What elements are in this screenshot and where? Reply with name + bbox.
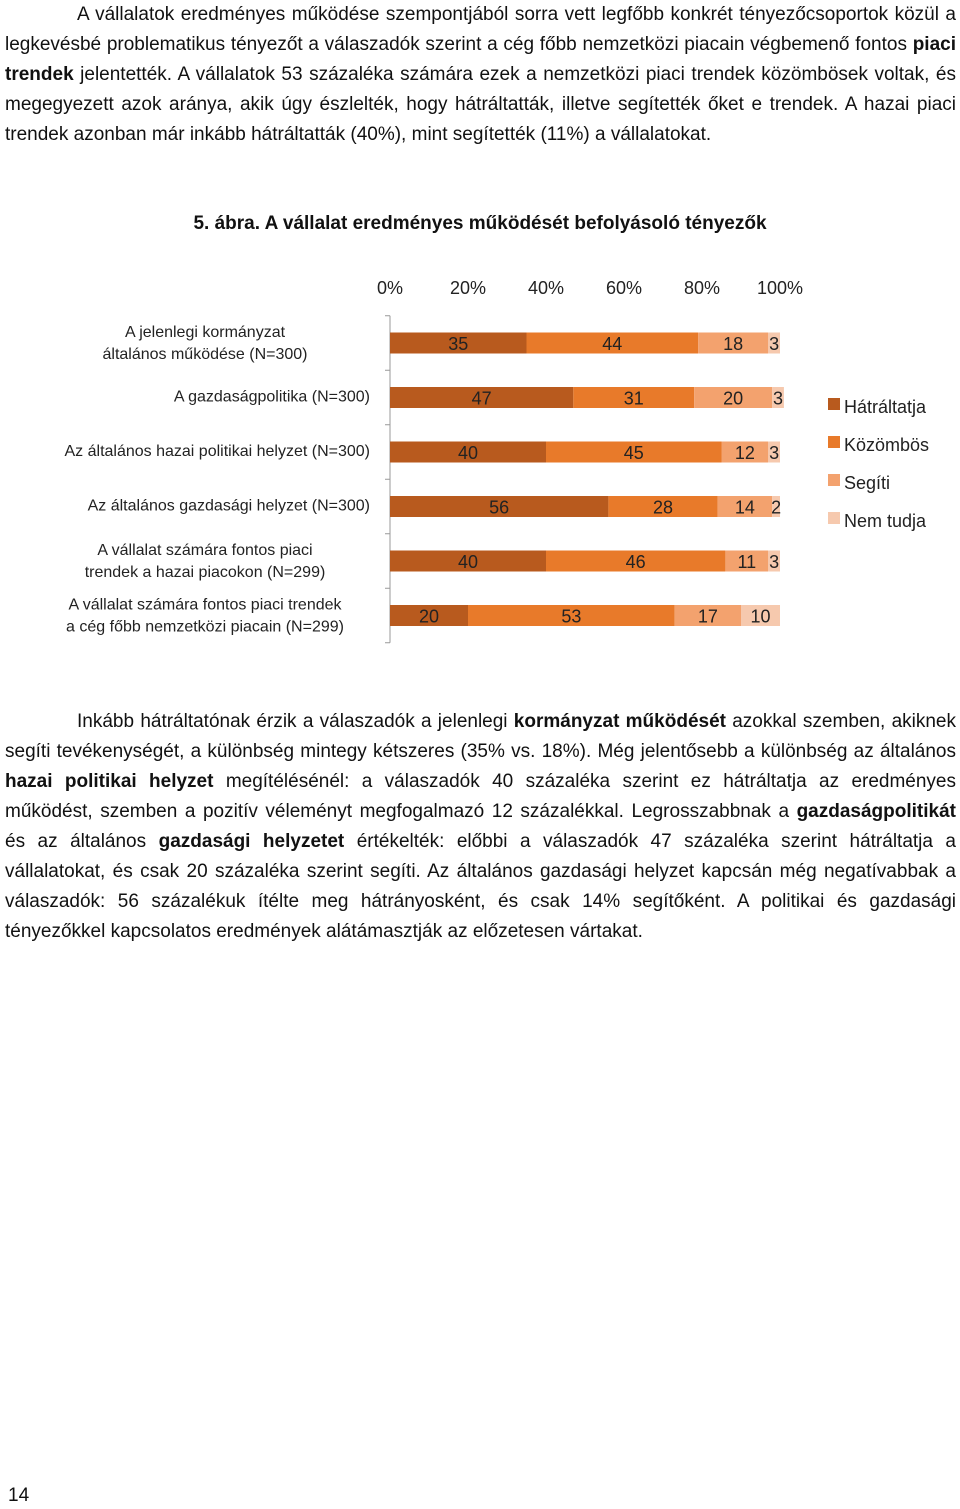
category-label: A vállalat számára fontos piaci trendek a cég főbb nemzetközi piacain (N=299) xyxy=(66,596,344,636)
data-label: 44 xyxy=(602,334,623,354)
x-tick-label: 40% xyxy=(527,278,565,298)
data-label: 56 xyxy=(489,497,510,518)
category-label: Az általános hazai politikai helyzet (N=300) xyxy=(64,443,370,460)
data-label: 3 xyxy=(769,552,780,572)
paragraph-text: A vállalatok eredményes működése szempontjából sorra vett legfőbb konkrét tényezőcsoportok közül a legkevésbé problematikus tényezőt a válaszadók szerint a cég főbb nemzetközi piacain végbemenő fontos xyxy=(5,4,956,55)
category-label: A gazdaságpolitika (N=300) xyxy=(173,388,370,406)
legend-label: Hátráltatja xyxy=(844,397,927,417)
data-label: 47 xyxy=(471,388,492,409)
legend-label: Közömbös xyxy=(844,435,930,455)
category-label: Az általános gazdasági helyzet (N=300) xyxy=(87,497,370,515)
x-tick-label: 0% xyxy=(376,278,404,298)
data-label: 3 xyxy=(773,388,784,409)
x-tick-label: 20% xyxy=(449,278,487,298)
data-label: 40 xyxy=(457,443,479,463)
x-tick-label: 100% xyxy=(756,278,804,298)
x-tick-label: 80% xyxy=(683,278,721,298)
data-label: 20 xyxy=(418,606,440,627)
data-label: 20 xyxy=(723,388,744,409)
legend-swatch xyxy=(828,398,840,410)
legend-swatch xyxy=(828,512,840,524)
data-label: 31 xyxy=(623,388,644,409)
data-label: 14 xyxy=(734,497,755,518)
paragraph-text: megítélésénél: a válaszadók 40 százaléka szerint ez hátráltatja az eredményes működést, szemben a pozitív véleményt megfogalmazó 12 százalékkal. Legrosszabbnak a xyxy=(5,771,956,822)
emphasis-text: gazdasági helyzetet xyxy=(158,831,345,852)
data-label: 2 xyxy=(771,497,782,518)
page-number: 14 xyxy=(8,1485,30,1506)
emphasis-text: hazai politikai helyzet xyxy=(5,771,214,792)
paragraph-text: Inkább hátráltatónak érzik a válaszadók a jelenlegi xyxy=(77,711,514,732)
data-label: 12 xyxy=(734,443,755,463)
paragraph-text: azokkal szemben, akiknek segíti tevékenységét, a különbség mintegy kétszeres (35% vs. 18%). Még jelentősebb a különbség az általános xyxy=(5,711,956,762)
legend-swatch xyxy=(828,436,840,448)
data-label: 3 xyxy=(769,334,780,354)
paragraph-text: jelentették. A vállalatok 53 százaléka számára ezek a nemzetközi piaci trendek közömbösek voltak, és megegyezett azok aránya, akik úgy észlelték, hogy hátráltatták, illetve segítették őket e trendek. A hazai piaci trendek azonban már inkább hátráltatták (40%), mint segítették (11%) a vállalatokat. xyxy=(5,64,956,145)
data-label: 28 xyxy=(652,497,674,518)
data-label: 46 xyxy=(625,552,646,572)
legend-label: Segíti xyxy=(844,473,891,493)
stacked-bar-chart xyxy=(0,0,960,680)
data-label: 10 xyxy=(750,606,771,627)
data-label: 53 xyxy=(561,606,582,627)
paragraph-text: értékelték: előbbi a válaszadók 47 százaléka szerint hátráltatja a vállalatokat, és csak 20 százaléka szerint segíti. Az általános gazdasági helyzet kapcsán még negatívabbak a válaszadók: 56 százalékuk ítélte meg hátrányosként, és csak 14% segítőként. A politikai és gazdasági tényezőkkel kapcsolatos eredmények alátámasztják az előzetesen vártakat. xyxy=(5,831,956,942)
paragraph-text: és az általános xyxy=(5,831,159,852)
x-tick-label: 60% xyxy=(605,278,643,298)
data-label: 18 xyxy=(723,334,744,354)
data-label: 45 xyxy=(623,443,644,463)
figure-title: 5. ábra. A vállalat eredményes működését befolyásoló tényezők xyxy=(193,213,767,234)
emphasis-text: gazdaságpolitikát xyxy=(796,801,956,822)
legend-label: Nem tudja xyxy=(844,511,927,531)
emphasis-text: piaci trendek xyxy=(5,34,956,85)
data-label: 40 xyxy=(457,552,479,572)
emphasis-text: kormányzat működését xyxy=(513,711,726,732)
data-label: 11 xyxy=(737,552,757,572)
data-label: 3 xyxy=(769,443,780,463)
data-label: 35 xyxy=(448,334,469,354)
legend-swatch xyxy=(828,474,840,486)
data-label: 17 xyxy=(697,606,718,627)
category-label: A vállalat számára fontos piaci trendek a hazai piacokon (N=299) xyxy=(84,542,326,581)
category-label: A jelenlegi kormányzat általános működése (N=300) xyxy=(102,324,308,363)
body-paragraph xyxy=(5,707,956,947)
